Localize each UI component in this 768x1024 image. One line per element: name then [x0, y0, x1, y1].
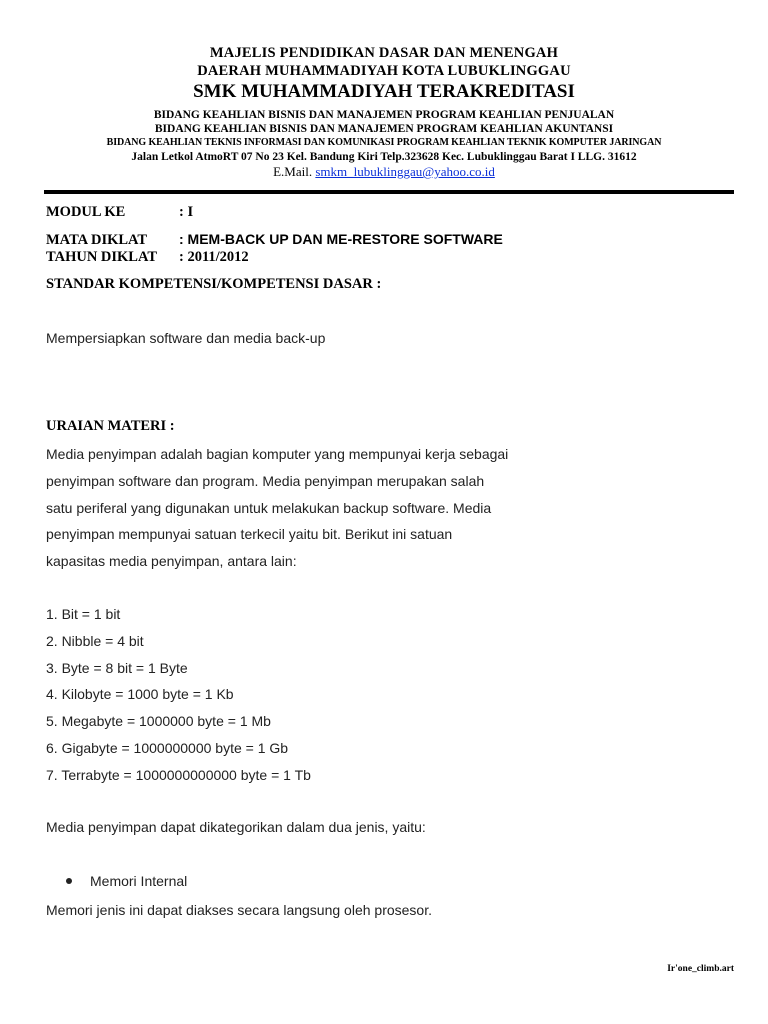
bullet-item [66, 873, 187, 889]
field-line-2: BIDANG KEAHLIAN BISNIS DAN MANAJEMEN PROGRAM KEAHLIAN AKUNTANSI [154, 123, 614, 135]
bullet-label: Memori Internal [90, 873, 188, 889]
modul-label: MODUL KE [46, 204, 126, 220]
address-line: Jalan Letkol AtmoRT 07 No 23 Kel. Bandung Kiri Telp.323628 Kec. Lubuklinggau Barat I LLG. 31612 [131, 151, 637, 163]
list-item: 5. Megabyte = 1000000 byte = 1 Mb [46, 713, 271, 730]
list-item: 7. Terrabyte = 1000000000000 byte = 1 Tb [46, 766, 311, 783]
school-name: SMK MUHAMMADIYAH TERAKREDITASI [193, 81, 575, 102]
email-line [0, 164, 768, 180]
tahun-diklat-value: : 2011/2012 [179, 249, 249, 265]
modul-value: : I [179, 204, 194, 220]
footer-signature: Ir'one_climb.art [667, 964, 734, 974]
paragraph-line: kapasitas media penyimpan, antara lain: [46, 553, 297, 570]
paragraph-line: Media penyimpan adalah bagian komputer yang mempunyai kerja sebagai [46, 446, 509, 462]
header-line-2: DAERAH MUHAMMADIYAH KOTA LUBUKLINGGAU [197, 63, 571, 79]
modul-row [46, 204, 193, 221]
tahun-diklat-label: TAHUN DIKLAT [46, 249, 158, 265]
description-paragraph [46, 441, 508, 575]
categories-intro: Media penyimpan dapat dikategorikan dalam dua jenis, yaitu: [46, 819, 426, 835]
email-label: E.Mail. [273, 164, 313, 179]
paragraph-line: penyimpan software dan program. Media penyimpan merupakan salah [46, 472, 485, 489]
tahun-diklat-row [46, 249, 249, 266]
paragraph-line: penyimpan mempunyai satuan terkecil yaitu bit. Berikut ini satuan [46, 526, 453, 543]
storage-units-list [46, 601, 311, 789]
bullet-description: Memori jenis ini dapat diakses secara langsung oleh prosesor. [46, 902, 432, 918]
field-line-1: BIDANG KEAHLIAN BISNIS DAN MANAJEMEN PROGRAM KEAHLIAN PENJUALAN [153, 109, 615, 121]
header-line-1: MAJELIS PENDIDIKAN DASAR DAN MENENGAH [209, 45, 559, 61]
mata-diklat-row [46, 231, 503, 249]
intro-text: Mempersiapkan software dan media back-up [46, 330, 326, 346]
list-item: 1. Bit = 1 bit [46, 606, 121, 622]
letterhead [0, 44, 768, 180]
header-divider [44, 190, 734, 194]
uraian-heading: URAIAN MATERI : [46, 418, 175, 434]
email-link[interactable]: smkm_lubuklinggau@yahoo.co.id [315, 164, 495, 179]
list-item: 6. Gigabyte = 1000000000 byte = 1 Gb [46, 739, 289, 756]
mata-diklat-label: MATA DIKLAT [46, 232, 148, 248]
field-line-3: BIDANG KEAHLIAN TEKNIS INFORMASI DAN KOMUNIKASI PROGRAM KEAHLIAN TEKNIK KOMPUTER JARINGAN [106, 137, 662, 148]
bullet-icon [66, 878, 72, 884]
list-item: 4. Kilobyte = 1000 byte = 1 Kb [46, 686, 234, 703]
mata-diklat-value: : MEM-BACK UP DAN ME-RESTORE SOFTWARE [179, 231, 503, 247]
standar-heading: STANDAR KOMPETENSI/KOMPETENSI DASAR : [46, 276, 382, 292]
list-item: 3. Byte = 8 bit = 1 Byte [46, 659, 188, 676]
list-item: 2. Nibble = 4 bit [46, 632, 144, 649]
paragraph-line: satu periferal yang digunakan untuk melakukan backup software. Media [46, 499, 492, 516]
